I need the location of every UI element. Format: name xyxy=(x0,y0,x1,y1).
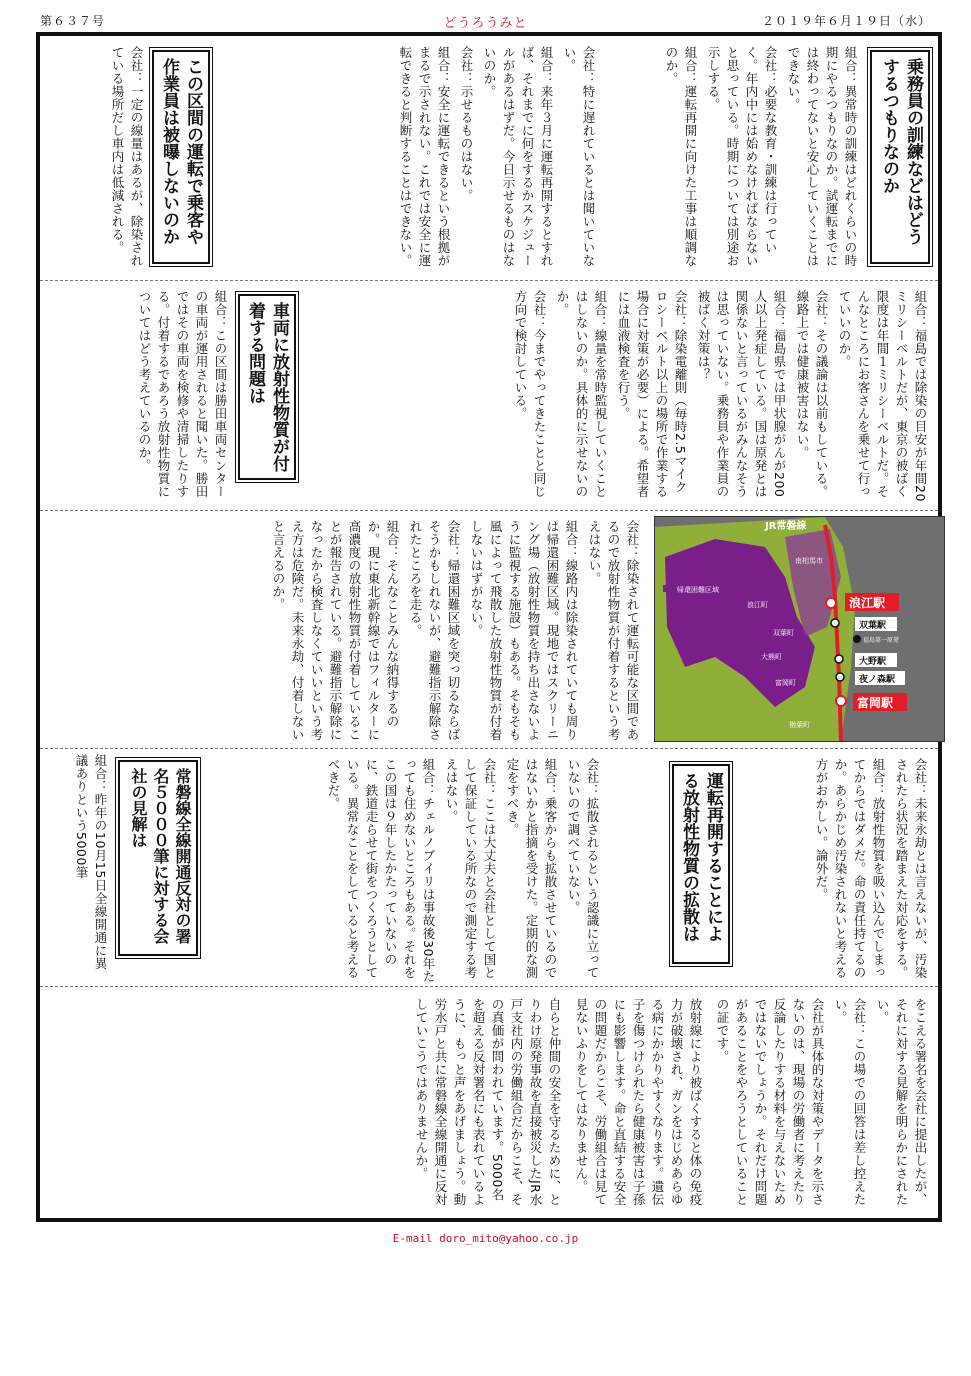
paragraph: 会社：ここは大丈夫と会社として国として保証している所なので測定する考えはない。 xyxy=(444,758,497,979)
text-row4-c xyxy=(48,754,110,982)
map-place: 南相馬市 xyxy=(795,557,823,565)
paragraph: 会社：必要な教育・訓練は行っていく。年内中には始めなければならないと思っている。時期については別途お示しする。 xyxy=(706,46,778,267)
paragraph: をこえる署名を会社に提出したが、それに対する見解を明らかにされたい。 xyxy=(875,998,928,1206)
map-place: 双葉町 xyxy=(773,629,794,637)
paragraph: 組合：放射性物質を吸い込んでしまってからではダメだ。命の責任持てるのか。あらかじめ汚染されないと考える方がおかしい。論外だ。 xyxy=(814,758,886,979)
paragraph: 会社：帰還困難区域を突っ切るならばそうかもしれないが、避難指示解除されたところを走る。 xyxy=(408,520,461,741)
heading-signature-response-box: 常磐線全線開通反対の署名５０００筆に対する会社の見解は xyxy=(118,760,198,956)
map-station: 夜ノ森駅 xyxy=(859,675,896,685)
map-place: 浪江町 xyxy=(747,601,768,609)
text-row1-a xyxy=(608,46,860,278)
text-row1-c xyxy=(48,46,146,278)
map-place: 楢葉町 xyxy=(789,721,810,729)
map-station: 双葉駅 xyxy=(859,621,887,631)
newsletter-title: どうろうみと xyxy=(443,16,528,31)
paragraph: 会社：特に遅れているとは聞いていない。 xyxy=(562,46,596,267)
paragraph: 会社が具体的な対策やデータを示さないのは、現場の労働者に考えたり反論したりする材料を与えないためではないでしょうか。それだけ問題があることをやろうとしていることの証です。 xyxy=(715,998,825,1206)
paragraph: 会社：除染電離則（毎時2.5マイクロシーベルト以上の場所で作業する場合に対策が必要）による。希望者には血液検査を行う。 xyxy=(616,290,688,498)
paragraph: 組合：そんなことみんな納得するのか。現に東北新幹線ではフィルターに高濃度の放射性物質が付着していることが報告されている。避難指示解除になったから検査しなくていいという考え方は危険だ。未来永劫、付着しないと言えるのか。 xyxy=(271,520,400,741)
paragraph: 放射線により被ばくすると体の免疫力が破壊され、ガンをはじめあらゆる病にかかりやすくなります。遺伝子を傷つけられたら健康被害は子孫にも影響します。命と直結する安全の問題だからこそ、労働組合は見て見ないふりをしてはなりません。 xyxy=(574,998,703,1206)
paragraph: 組合：この区間は勝田車両センターの車両が運用されると聞いた。勝田ではその車両を検修や清掃したりする。付着するであろう放射性物質についてはどう考えているのか。 xyxy=(137,290,228,498)
heading-radioactive-adhesion: 車両に放射性物質が付着する問題は xyxy=(238,294,296,480)
heading-passenger-exposure: この区間の運転で乗客や作業員は被曝しないのか xyxy=(152,50,210,264)
map-station: 大野駅 xyxy=(859,657,887,667)
map-station: 富岡駅 xyxy=(857,696,894,710)
text-row2-b xyxy=(48,290,230,502)
paragraph: 会社：一定の線量はあるが、除染されている場所だし車内は低減される。 xyxy=(110,46,144,267)
text-row1-b xyxy=(238,46,598,278)
paragraph: 組合：チェルノブイリは事故後30年たっても住めないところもある。それをこの国は９年したかたっていないのに、鉄道走らせて街をつくろうとしている。異常なことをしていると考えるべきだ。 xyxy=(326,758,436,983)
paragraph: 組合：昨年の10月15日全線開通に異議ありという5000筆 xyxy=(74,754,108,970)
paragraph: 組合：運転再開に向けた工事は順調なのか。 xyxy=(664,46,698,267)
joban-line-map xyxy=(654,516,945,742)
paragraph: 組合：福島では除染の目安が年間20ミリシーベルトだが、東京の被ばく限度は年間１ミリシーベルトだ。そんなところにお客さんを乗せて行っていいのか。 xyxy=(837,290,928,502)
map-place: 富岡町 xyxy=(775,679,796,687)
paragraph: 自らと仲間の安全を守るために、とりわけ原発事故を直接被災したJR水戸支社内の労働組合だからこそ、その真価が問われています。5000名を超える反対署名にも表れているように、もっと声をあげましょう。動労水戸と共に常磐線全線開通に反対していこうではありませんか。 xyxy=(414,998,562,1207)
heading-radioactive-diffusion: 運転再開することによる放射性物質の拡散は xyxy=(672,764,730,964)
paragraph: 組合：線量を常時監視していくことはしないのか。具体的に示せないのか。 xyxy=(555,290,608,498)
paragraph: 会社：拡散されるという認識に立っていないので調べていない。 xyxy=(566,758,600,979)
contact-email: E-mail doro_mito@yahoo.co.jp xyxy=(392,1232,579,1245)
map-place: 福島第一原発 xyxy=(863,637,900,644)
paragraph: 会社：今までやってきたことと同じ方向で検討している。 xyxy=(513,290,547,498)
heading-crew-training: 乗務員の訓練などはどうするつもりなのか xyxy=(870,50,930,264)
paragraph: 組合：福島県では甲状腺がんが200人以上発症している。国は原発とは関係ないと言っているがみんなそうは思っていない。乗務員や作業員の被ばく対策は？ xyxy=(696,290,787,498)
paragraph: 会社：この場での回答は差し控えたい。 xyxy=(833,998,867,1206)
paragraph: 会社：その議論は以前もしている。線路上では健康被害はない。 xyxy=(795,290,829,498)
newsletter-body xyxy=(36,32,942,1222)
paragraph: 会社：除染されて運転可能な区間であるので放射性物質が付着するという考えはない。 xyxy=(587,520,640,741)
text-row3-a xyxy=(48,520,642,742)
paragraph: 会社：示せるものはない。 xyxy=(459,46,474,202)
paragraph: 会社：未来永劫とは言えないが、汚染されたら状況を踏まえた対応をする。 xyxy=(894,758,928,979)
paragraph: 組合：来年３月に運転再開するとすれば、それまでに何をするかスケジュールがあるはずだ。今日示せるものはないのか。 xyxy=(482,46,554,267)
paragraph: 組合：乗客からも拡散させているのではないかと指摘を受けた。定期的な測定をすべき。 xyxy=(505,758,558,979)
paragraph: 組合：線路内は除染されていても周りは帰還困難区域。現地ではスクリーニング場（放射性物質を持ち出さないように監視する施設）もある。そもそも風によって飛散した放射性物質が付着しないはずがない。 xyxy=(469,520,579,741)
map-station: 浪江駅 xyxy=(849,596,886,610)
map-place: 大熊町 xyxy=(761,653,782,661)
text-row4-a xyxy=(740,758,930,986)
map-line-name: JR常磐線 xyxy=(765,521,807,532)
text-row5 xyxy=(200,998,930,1212)
issue-number: 第６３７号 xyxy=(40,14,106,28)
map-legend: 帰還困難区域 xyxy=(677,586,719,594)
issue-date: ２０１９年６月１９日（水） xyxy=(761,14,931,28)
text-row2-a xyxy=(340,290,930,502)
paragraph: 組合：異常時の訓練はどれくらいの時期にやるつもりなのか。試運転までには終わってないと安心していくことはできない。 xyxy=(786,46,858,267)
paragraph: 組合：安全に運転できるという根拠がまるで示されない。これでは安全に運転できると判断することはできない。 xyxy=(398,46,451,267)
